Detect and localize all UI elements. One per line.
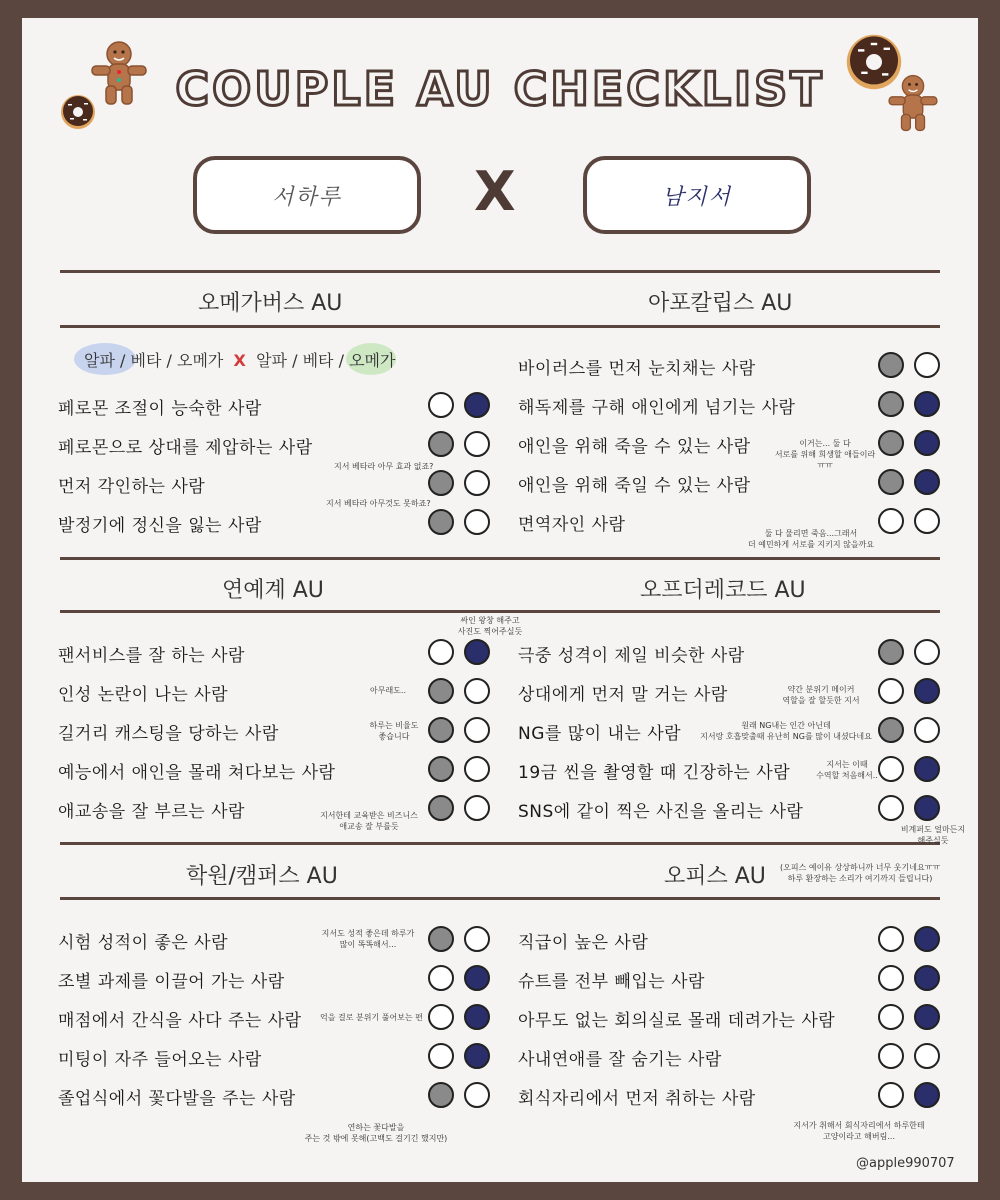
left-person-circle[interactable]	[878, 926, 904, 952]
right-person-circle[interactable]	[464, 392, 490, 418]
left-person-circle[interactable]	[428, 965, 454, 991]
right-person-circle[interactable]	[914, 1004, 940, 1030]
checklist-item-label: 극중 성격이 제일 비슷한 사람	[518, 646, 745, 666]
right-person-circle[interactable]	[464, 795, 490, 821]
checklist-item-label: 발정기에 정신을 잃는 사람	[58, 516, 262, 536]
section-title-offrecord: 오프더레코드 AU	[640, 578, 806, 603]
note: 지서는 이때 수역할 처음해서..	[816, 760, 878, 780]
checklist-item-label: 상대에게 먼저 말 거는 사람	[518, 685, 728, 705]
left-name-box: 서하루	[193, 156, 421, 234]
note: 비계퍼도 얼마든지 해주실듯	[900, 825, 966, 845]
left-person-circle[interactable]	[428, 1082, 454, 1108]
divider	[60, 325, 940, 328]
right-person-circle[interactable]	[914, 352, 940, 378]
section-title-office: 오피스 AU	[664, 864, 766, 889]
left-person-circle[interactable]	[878, 678, 904, 704]
right-person-circle[interactable]	[914, 508, 940, 534]
author-credit: @apple990707	[856, 1156, 955, 1171]
left-person-circle[interactable]	[428, 795, 454, 821]
checklist-item-label: 매점에서 간식을 사다 주는 사람	[58, 1011, 302, 1031]
checklist-item-label: 팬서비스를 잘 하는 사람	[58, 646, 245, 666]
note: 지서도 성적 좋은데 하루가 많이 똑똑해서...	[321, 929, 415, 949]
checklist-item-label: 사내연애를 잘 숨기는 사람	[518, 1050, 722, 1070]
versus-mark: X	[474, 160, 516, 223]
right-person-circle[interactable]	[914, 430, 940, 456]
checklist-item-label: 해독제를 구해 애인에게 넘기는 사람	[518, 398, 796, 418]
note: 싸인 왕창 해주고 사진도 찍어주실듯	[457, 616, 523, 636]
right-person-circle[interactable]	[914, 1043, 940, 1069]
right-person-circle[interactable]	[914, 965, 940, 991]
right-person-circle[interactable]	[464, 965, 490, 991]
right-person-circle[interactable]	[914, 469, 940, 495]
right-person-circle[interactable]	[464, 470, 490, 496]
checklist-item-label: 애인을 위해 죽일 수 있는 사람	[518, 476, 751, 496]
right-person-circle[interactable]	[464, 1004, 490, 1030]
right-person-circle[interactable]	[914, 926, 940, 952]
left-person-circle[interactable]	[428, 717, 454, 743]
checklist-item-label: 예능에서 애인을 몰래 쳐다보는 사람	[58, 763, 336, 783]
left-person-circle[interactable]	[878, 795, 904, 821]
left-person-circle[interactable]	[878, 352, 904, 378]
right-person-circle[interactable]	[464, 678, 490, 704]
left-person-circle[interactable]	[428, 639, 454, 665]
page-title: COUPLE AU CHECKLIST	[175, 62, 825, 116]
checklist-item-label: 슈트를 전부 빼입는 사람	[518, 972, 705, 992]
note: 지서 베타라 아무것도 못하죠?	[326, 499, 431, 508]
checklist-item-label: 먼저 각인하는 사람	[58, 477, 206, 497]
right-person-circle[interactable]	[914, 795, 940, 821]
left-person-circle[interactable]	[428, 926, 454, 952]
left-person-circle[interactable]	[428, 1004, 454, 1030]
right-person-circle[interactable]	[464, 431, 490, 457]
left-person-circle[interactable]	[428, 470, 454, 496]
left-person-circle[interactable]	[878, 391, 904, 417]
checklist-item-label: 인성 논란이 나는 사람	[58, 685, 229, 705]
divider	[60, 842, 940, 845]
note: 지서가 취해서 회식자리에서 하루한테 고양이라고 해버림...	[793, 1121, 925, 1141]
checklist-item-label: 회식자리에서 먼저 취하는 사람	[518, 1089, 756, 1109]
legend-alpha-right: 알파	[256, 351, 287, 370]
checklist-item-label: 면역자인 사람	[518, 515, 626, 535]
note: 원래 NG내는 인간 아닌데 지서랑 호흡맞출때 유난히 NG를 많이 내셨다네요	[700, 721, 872, 741]
section-title-campus: 학원/캠퍼스 AU	[186, 864, 338, 889]
section-title-omegaverse: 오메가버스 AU	[198, 291, 343, 316]
note: 아무래도..	[370, 686, 406, 695]
note: 둘 다 물리면 죽음...그래서 더 예민하게 서로를 지키지 않을까요	[747, 529, 875, 549]
note: 지서한테 교육받은 비즈니스 애교송 잘 부를듯	[320, 811, 418, 831]
checklist-item-label: 시험 성적이 좋은 사람	[58, 933, 229, 953]
divider	[60, 557, 940, 560]
note: 연하는 꽃다발을 주는 것 밖에 못해(고백도 걸기긴 했지만)	[304, 1123, 448, 1143]
checklist-item-label: 페로몬으로 상대를 제압하는 사람	[58, 438, 313, 458]
note: 하루는 비율도 좋습니다	[369, 721, 419, 741]
left-person-circle[interactable]	[428, 678, 454, 704]
right-person-circle[interactable]	[464, 926, 490, 952]
note: (오피스 예이유 상상하니까 너무 웃기네요ㅠㅠ 하루 환장하는 소리가 여기까지 들립니다)	[780, 863, 941, 883]
right-person-circle[interactable]	[914, 639, 940, 665]
checklist-item-label: 페로몬 조절이 능숙한 사람	[58, 399, 262, 419]
checklist-item-label: 바이러스를 먼저 눈치채는 사람	[518, 359, 756, 379]
left-person-circle[interactable]	[428, 431, 454, 457]
note: 억을 걸로 분위기 풀어보는 편	[320, 1013, 423, 1022]
left-person-circle[interactable]	[878, 717, 904, 743]
checklist-item-label: 19금 씬을 촬영할 때 긴장하는 사람	[518, 763, 791, 783]
right-person-circle[interactable]	[464, 717, 490, 743]
right-person-circle[interactable]	[914, 1082, 940, 1108]
right-name-box: 남지서	[583, 156, 811, 234]
divider	[60, 897, 940, 900]
right-person-circle[interactable]	[464, 1043, 490, 1069]
right-person-circle[interactable]	[914, 717, 940, 743]
checklist-item-label: 아무도 없는 회의실로 몰래 데려가는 사람	[518, 1011, 836, 1031]
section-title-entertainment: 연예계 AU	[222, 578, 324, 603]
divider	[60, 610, 940, 613]
note: 약간 분위기 메이커 역할을 잘 할듯한 지서	[782, 685, 860, 705]
right-person-circle[interactable]	[914, 756, 940, 782]
note: 지서 베타라 아무 효과 없죠?	[334, 462, 434, 471]
right-person-circle[interactable]	[914, 678, 940, 704]
checklist-item-label: SNS에 같이 찍은 사진을 올리는 사람	[518, 802, 804, 822]
divider	[60, 270, 940, 273]
checklist-item-label: 애인을 위해 죽을 수 있는 사람	[518, 437, 751, 457]
left-person-circle[interactable]	[428, 1043, 454, 1069]
left-person-circle[interactable]	[428, 392, 454, 418]
right-person-circle[interactable]	[914, 391, 940, 417]
section-title-apocalypse: 아포칼립스 AU	[648, 291, 793, 316]
checklist-item-label: 미팅이 자주 들어오는 사람	[58, 1050, 262, 1070]
checklist-item-label: 조별 과제를 이끌어 가는 사람	[58, 972, 285, 992]
checklist-item-label: 졸업식에서 꽃다발을 주는 사람	[58, 1089, 296, 1109]
legend-x: X	[233, 351, 246, 370]
legend-alpha-left: 알파	[84, 351, 115, 370]
left-person-circle[interactable]	[878, 1004, 904, 1030]
left-person-circle[interactable]	[878, 756, 904, 782]
checklist-item-label: 직급이 높은 사람	[518, 933, 649, 953]
left-person-circle[interactable]	[878, 1043, 904, 1069]
right-person-circle[interactable]	[464, 639, 490, 665]
checklist-item-label: NG를 많이 내는 사람	[518, 724, 682, 744]
left-person-circle[interactable]	[428, 756, 454, 782]
left-person-circle[interactable]	[878, 469, 904, 495]
legend-beta-right: 베타	[302, 351, 334, 370]
checklist-item-label: 애교송을 잘 부르는 사람	[58, 802, 245, 822]
note: 이거는... 둘 다 서로를 위해 희생할 애들이라 ㅠㅠ	[774, 439, 876, 470]
left-person-circle[interactable]	[878, 639, 904, 665]
right-person-circle[interactable]	[464, 756, 490, 782]
right-person-circle[interactable]	[464, 509, 490, 535]
right-person-circle[interactable]	[464, 1082, 490, 1108]
left-person-circle[interactable]	[878, 508, 904, 534]
left-person-circle[interactable]	[878, 965, 904, 991]
left-person-circle[interactable]	[878, 1082, 904, 1108]
left-person-circle[interactable]	[428, 509, 454, 535]
role-legend: 알파 / 베타 / 오메가 X 알파 / 베타 / 오메가	[84, 351, 396, 370]
checklist-item-label: 길거리 캐스팅을 당하는 사람	[58, 724, 279, 744]
